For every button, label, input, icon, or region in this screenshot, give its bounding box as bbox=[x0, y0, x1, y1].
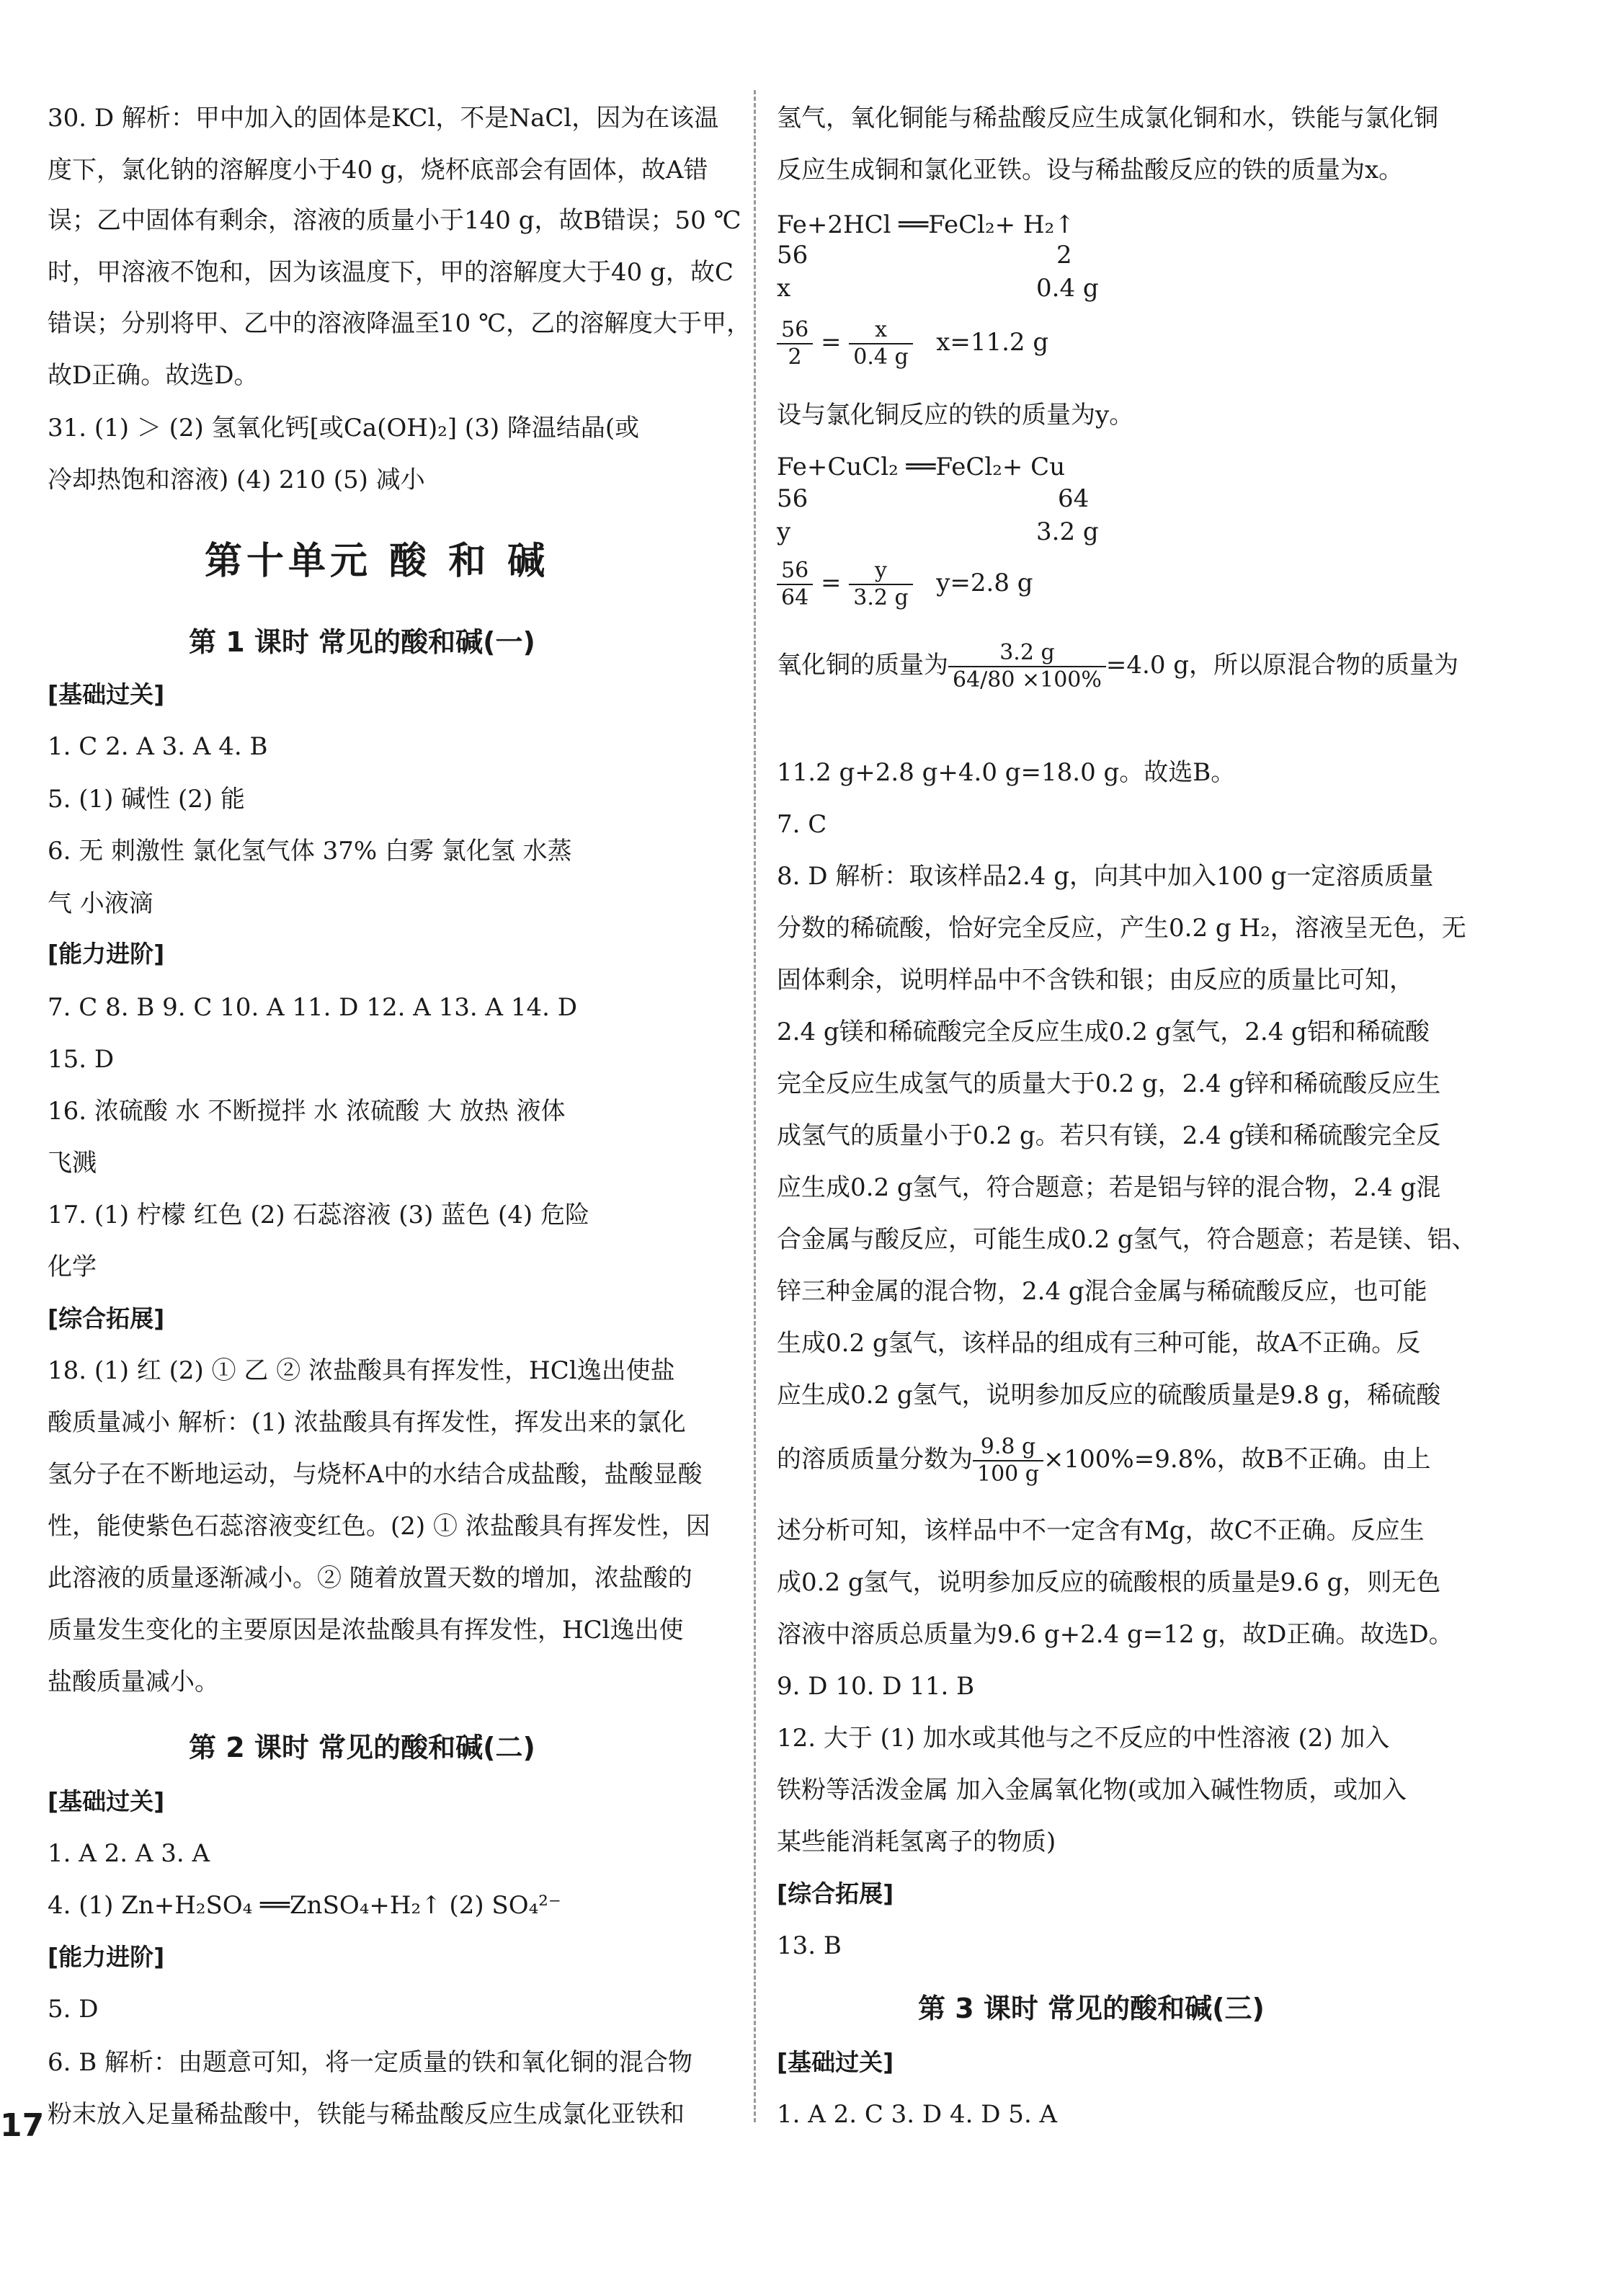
equation-var: 0.4 g bbox=[1036, 274, 1099, 303]
answer-line: 此溶液的质量逐渐减小。② 随着放置天数的增加，浓盐酸的 bbox=[48, 1564, 692, 1593]
unit-title: 第十单元 酸 和 碱 bbox=[205, 540, 550, 583]
equation-coef: 56 bbox=[777, 484, 808, 513]
fraction: $\frac{y}{3.2 g}$ bbox=[849, 558, 912, 611]
lesson-title: 第 3 课时 常见的酸和碱(三) bbox=[918, 1993, 1265, 2024]
text-line: 述分析可知，该样品中不一定含有Mg，故C不正确。反应生 bbox=[777, 1516, 1425, 1545]
equation-coef: 64 bbox=[1058, 484, 1090, 513]
text-line: 31. (1) ＞ (2) 氢氧化钙[或Ca(OH)₂] (3) 降温结晶(或 bbox=[48, 414, 640, 442]
text-span: ×100%=9.8%，故B不正确。由上 bbox=[1043, 1445, 1431, 1474]
text-line: 时，甲溶液不饱和，因为该温度下，甲的溶解度大于40 g，故C bbox=[48, 258, 734, 287]
answer-line: 5. (1) 碱性 (2) 能 bbox=[48, 785, 245, 814]
text-line: 错误；分别将甲、乙中的溶液降温至10 ℃，乙的溶解度大于甲， bbox=[48, 309, 752, 338]
text-line: 冷却热饱和溶液) (4) 210 (5) 减小 bbox=[48, 466, 425, 494]
lesson-title: 第 2 课时 常见的酸和碱(二) bbox=[189, 1732, 535, 1763]
answer-line: 性，能使紫色石蕊溶液变红色。(2) ① 浓盐酸具有挥发性，因 bbox=[48, 1512, 710, 1541]
answer-line: 铁粉等活泼金属 加入金属氧化物(或加入碱性物质，或加入 bbox=[777, 1776, 1407, 1805]
answer-line: 13. B bbox=[777, 1931, 842, 1960]
answer-line: 9. D 10. D 11. B bbox=[777, 1672, 975, 1701]
lesson-title: 第 1 课时 常见的酸和碱(一) bbox=[189, 626, 535, 658]
answer-line: 酸质量减小 解析：(1) 浓盐酸具有挥发性，挥发出来的氯化 bbox=[48, 1408, 686, 1437]
text-line: 误；乙中固体有剩余，溶液的质量小于140 g，故B错误；50 ℃ bbox=[48, 206, 741, 235]
text-line bbox=[777, 1434, 1431, 1487]
text-span: 氧化铜的质量为 bbox=[777, 651, 948, 680]
text-span: 的溶质质量分数为 bbox=[777, 1445, 973, 1474]
equation-var: y bbox=[777, 517, 791, 546]
fraction: $\frac{x}{0.4 g}$ bbox=[849, 317, 912, 370]
answer-line: 15. D bbox=[48, 1045, 115, 1074]
answer-line: 1. A 2. A 3. A bbox=[48, 1839, 210, 1868]
section-tag: [综合拓展] bbox=[777, 1879, 894, 1908]
fraction: $\frac{56}{64}$ bbox=[777, 558, 813, 611]
text-line: 分数的稀硫酸，恰好完全反应，产生0.2 g H₂，溶液呈无色，无 bbox=[777, 914, 1466, 943]
text-line: 固体剩余，说明样品中不含铁和银；由反应的质量比可知， bbox=[777, 966, 1414, 995]
page-number: 17 bbox=[0, 2107, 45, 2144]
proportion: $\frac{56}{2}$ = $\frac{x}{0.4 g}$ x=11.2 g bbox=[777, 317, 1048, 370]
text-line: 氢气，氧化铜能与稀盐酸反应生成氯化铜和水，铁能与氯化铜 bbox=[777, 104, 1438, 133]
section-tag: [基础过关] bbox=[48, 1787, 165, 1815]
text-line: 11.2 g+2.8 g+4.0 g=18.0 g。故选B。 bbox=[777, 758, 1236, 787]
proportion: $\frac{56}{64}$ = $\frac{y}{3.2 g}$ y=2.8 g bbox=[777, 558, 1033, 611]
text-line: 30. D 解析：甲中加入的固体是KCl，不是NaCl，因为在该温 bbox=[48, 104, 719, 133]
text-line: 锌三种金属的混合物，2.4 g混合金属与稀硫酸反应，也可能 bbox=[777, 1277, 1427, 1306]
answer-line: 化学 bbox=[48, 1252, 97, 1281]
text-line bbox=[777, 640, 1458, 693]
text-line: 应生成0.2 g氢气，符合题意；若是铝与锌的混合物，2.4 g混 bbox=[777, 1173, 1441, 1202]
text-line: 设与氯化铜反应的铁的质量为y。 bbox=[777, 401, 1134, 430]
answer-line: 7. C 8. B 9. C 10. A 11. D 12. A 13. A 14. D bbox=[48, 993, 577, 1022]
answer-line: 4. (1) Zn+H₂SO₄ ══ZnSO₄+H₂↑ (2) SO₄²⁻ bbox=[48, 1891, 561, 1920]
text-line: 成0.2 g氢气，说明参加反应的硫酸根的质量是9.6 g，则无色 bbox=[777, 1568, 1441, 1597]
answer-line: 某些能消耗氢离子的物质) bbox=[777, 1828, 1056, 1856]
equation-var: 3.2 g bbox=[1036, 517, 1099, 546]
text-line: 故D正确。故选D。 bbox=[48, 361, 259, 390]
fraction: $\frac{3.2 g}{64/80 \times 100\%}$ bbox=[948, 640, 1106, 693]
column-divider bbox=[754, 90, 756, 2122]
equation: Fe+2HCl ══FeCl₂+ H₂↑ bbox=[777, 210, 1075, 239]
equation: Fe+CuCl₂ ══FeCl₂+ Cu bbox=[777, 453, 1066, 481]
section-tag: [能力进阶] bbox=[48, 940, 165, 968]
text-line: 完全反应生成氢气的质量大于0.2 g，2.4 g锌和稀硫酸反应生 bbox=[777, 1069, 1441, 1098]
answer-line: 1. A 2. C 3. D 4. D 5. A bbox=[777, 2100, 1058, 2129]
text-line: 溶液中溶质总质量为9.6 g+2.4 g=12 g，故D正确。故选D。 bbox=[777, 1620, 1453, 1649]
text-span: =4.0 g，所以原混合物的质量为 bbox=[1105, 651, 1459, 680]
text-line: 度下，氯化钠的溶解度小于40 g，烧杯底部会有固体，故A错 bbox=[48, 156, 708, 184]
result: y=2.8 g bbox=[936, 569, 1033, 597]
answer-line: 17. (1) 柠檬 红色 (2) 石蕊溶液 (3) 蓝色 (4) 危险 bbox=[48, 1201, 589, 1229]
section-tag: [基础过关] bbox=[777, 2048, 894, 2076]
answer-line: 8. D 解析：取该样品2.4 g，向其中加入100 g一定溶质质量 bbox=[777, 862, 1434, 891]
answer-line: 12. 大于 (1) 加水或其他与之不反应的中性溶液 (2) 加入 bbox=[777, 1724, 1390, 1753]
text-line: 反应生成铜和氯化亚铁。设与稀盐酸反应的铁的质量为x。 bbox=[777, 156, 1404, 184]
answer-line: 氢分子在不断地运动，与烧杯A中的水结合成盐酸，盐酸显酸 bbox=[48, 1460, 703, 1489]
answer-line: 5. D bbox=[48, 1995, 99, 2024]
fraction: $\frac{9.8 g}{100 g}$ bbox=[973, 1434, 1043, 1487]
text-line: 生成0.2 g氢气，该样品的组成有三种可能，故A不正确。反 bbox=[777, 1329, 1421, 1358]
answer-line: 粉末放入足量稀盐酸中，铁能与稀盐酸反应生成氯化亚铁和 bbox=[48, 2100, 685, 2129]
fraction: $\frac{56}{2}$ bbox=[777, 317, 813, 370]
answer-line: 盐酸质量减小。 bbox=[48, 1668, 219, 1696]
result: x=11.2 g bbox=[936, 328, 1049, 357]
equation-var: x bbox=[777, 274, 791, 303]
text-line: 2.4 g镁和稀硫酸完全反应生成0.2 g氢气，2.4 g铝和稀硫酸 bbox=[777, 1018, 1430, 1046]
answer-line: 质量发生变化的主要原因是浓盐酸具有挥发性，HCl逸出使 bbox=[48, 1616, 684, 1645]
section-tag: [综合拓展] bbox=[48, 1304, 165, 1332]
answer-line: 18. (1) 红 (2) ① 乙 ② 浓盐酸具有挥发性，HCl逸出使盐 bbox=[48, 1356, 675, 1385]
answer-line: 气 小液滴 bbox=[48, 889, 153, 918]
answer-line: 飞溅 bbox=[48, 1149, 97, 1178]
text-line: 成氢气的质量小于0.2 g。若只有镁，2.4 g镁和稀硫酸完全反 bbox=[777, 1121, 1441, 1150]
answer-line: 7. C bbox=[777, 810, 827, 839]
text-line: 合金属与酸反应，可能生成0.2 g氢气，符合题意；若是镁、铝、 bbox=[777, 1225, 1476, 1254]
answer-line: 1. C 2. A 3. A 4. B bbox=[48, 732, 268, 761]
section-tag: [能力进阶] bbox=[48, 1943, 165, 1971]
answer-line: 6. 无 刺激性 氯化氢气体 37% 白雾 氯化氢 水蒸 bbox=[48, 837, 572, 866]
section-tag: [基础过关] bbox=[48, 680, 165, 708]
equation-coef: 56 bbox=[777, 241, 808, 270]
answer-line: 16. 浓硫酸 水 不断搅拌 水 浓硫酸 大 放热 液体 bbox=[48, 1097, 566, 1126]
text-line: 应生成0.2 g氢气，说明参加反应的硫酸质量是9.8 g，稀硫酸 bbox=[777, 1381, 1441, 1410]
equation-coef: 2 bbox=[1056, 241, 1072, 270]
answer-line: 6. B 解析：由题意可知，将一定质量的铁和氧化铜的混合物 bbox=[48, 2048, 693, 2077]
